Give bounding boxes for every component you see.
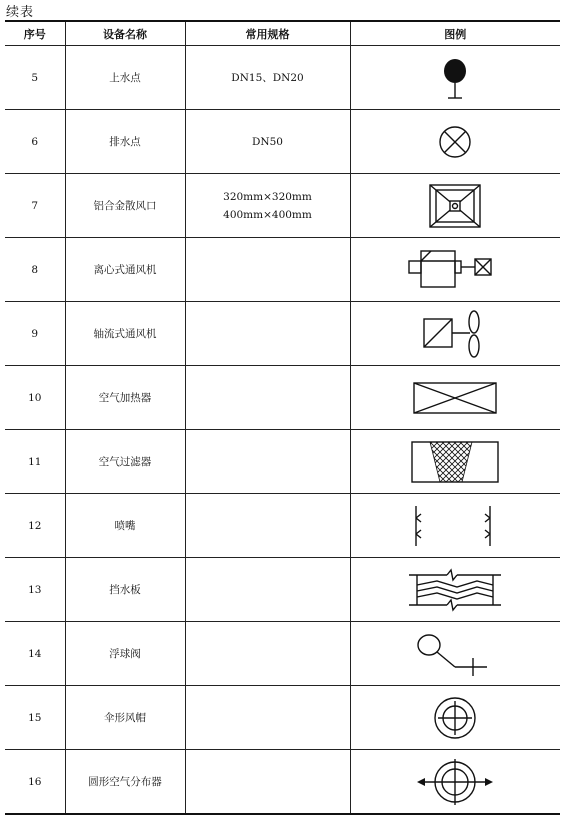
table-row <box>5 110 560 174</box>
row-name: 空气加热器 <box>65 366 185 430</box>
row-name: 喷嘴 <box>65 494 185 558</box>
row-name: 轴流式通风机 <box>65 302 185 366</box>
row-no: 16 <box>5 750 65 815</box>
spec-line: 320mm×320mm <box>223 190 312 203</box>
row-spec <box>185 238 350 302</box>
table-row <box>5 558 560 622</box>
circular-air-distributor-icon <box>413 756 497 808</box>
row-name: 上水点 <box>65 46 185 110</box>
row-spec <box>185 750 350 815</box>
row-name: 排水点 <box>65 110 185 174</box>
row-name: 铝合金散风口 <box>65 174 185 238</box>
row-spec <box>185 686 350 750</box>
air-heater-icon <box>412 381 498 415</box>
row-spec <box>185 366 350 430</box>
row-name: 空气过滤器 <box>65 430 185 494</box>
row-no: 6 <box>5 110 65 174</box>
row-legend <box>350 558 560 622</box>
float-valve-icon <box>415 631 495 677</box>
row-no: 14 <box>5 622 65 686</box>
row-legend <box>350 238 560 302</box>
table-row <box>5 622 560 686</box>
diffuser-icon <box>428 183 482 229</box>
row-spec <box>185 494 350 558</box>
row-name: 挡水板 <box>65 558 185 622</box>
row-legend <box>350 46 560 110</box>
row-spec <box>185 110 350 174</box>
row-legend <box>350 750 560 815</box>
water-supply-point-icon <box>435 55 475 101</box>
row-spec <box>185 302 350 366</box>
header-no: 序号 <box>5 21 65 46</box>
table-caption: 续表 <box>6 5 35 20</box>
header-row <box>5 21 560 46</box>
table-row <box>5 494 560 558</box>
row-name: 圆形空气分布器 <box>65 750 185 815</box>
header-name: 设备名称 <box>65 21 185 46</box>
header-spec: 常用规格 <box>185 21 350 46</box>
row-spec <box>185 46 350 110</box>
eliminator-plate-icon <box>407 567 503 613</box>
row-spec <box>185 558 350 622</box>
centrifugal-fan-icon <box>405 247 505 293</box>
row-no: 11 <box>5 430 65 494</box>
spec-line: DN50 <box>252 135 283 148</box>
spec-line: 400mm×400mm <box>223 208 312 221</box>
row-spec <box>185 430 350 494</box>
row-name: 浮球阀 <box>65 622 185 686</box>
row-no: 10 <box>5 366 65 430</box>
row-no: 12 <box>5 494 65 558</box>
spec-line: DN15、DN20 <box>231 71 304 84</box>
axial-fan-icon <box>420 309 490 359</box>
row-legend <box>350 174 560 238</box>
table-row <box>5 366 560 430</box>
row-no: 9 <box>5 302 65 366</box>
row-no: 5 <box>5 46 65 110</box>
row-spec <box>185 174 350 238</box>
table-row <box>5 302 560 366</box>
table-row <box>5 174 560 238</box>
row-no: 15 <box>5 686 65 750</box>
table-row <box>5 430 560 494</box>
row-legend <box>350 622 560 686</box>
row-spec <box>185 622 350 686</box>
row-legend <box>350 686 560 750</box>
row-no: 13 <box>5 558 65 622</box>
row-no: 7 <box>5 174 65 238</box>
row-legend <box>350 494 560 558</box>
row-no: 8 <box>5 238 65 302</box>
table-row <box>5 750 560 815</box>
nozzle-icon <box>410 504 500 548</box>
equipment-table <box>5 20 560 815</box>
table-row <box>5 686 560 750</box>
row-legend <box>350 110 560 174</box>
row-name: 伞形风帽 <box>65 686 185 750</box>
drain-point-icon <box>435 122 475 162</box>
row-legend <box>350 302 560 366</box>
table-row <box>5 238 560 302</box>
table-row <box>5 46 560 110</box>
air-filter-icon <box>410 440 500 484</box>
umbrella-cap-icon <box>427 693 483 743</box>
row-legend <box>350 366 560 430</box>
header-legend: 图例 <box>350 21 560 46</box>
row-name: 离心式通风机 <box>65 238 185 302</box>
row-legend <box>350 430 560 494</box>
